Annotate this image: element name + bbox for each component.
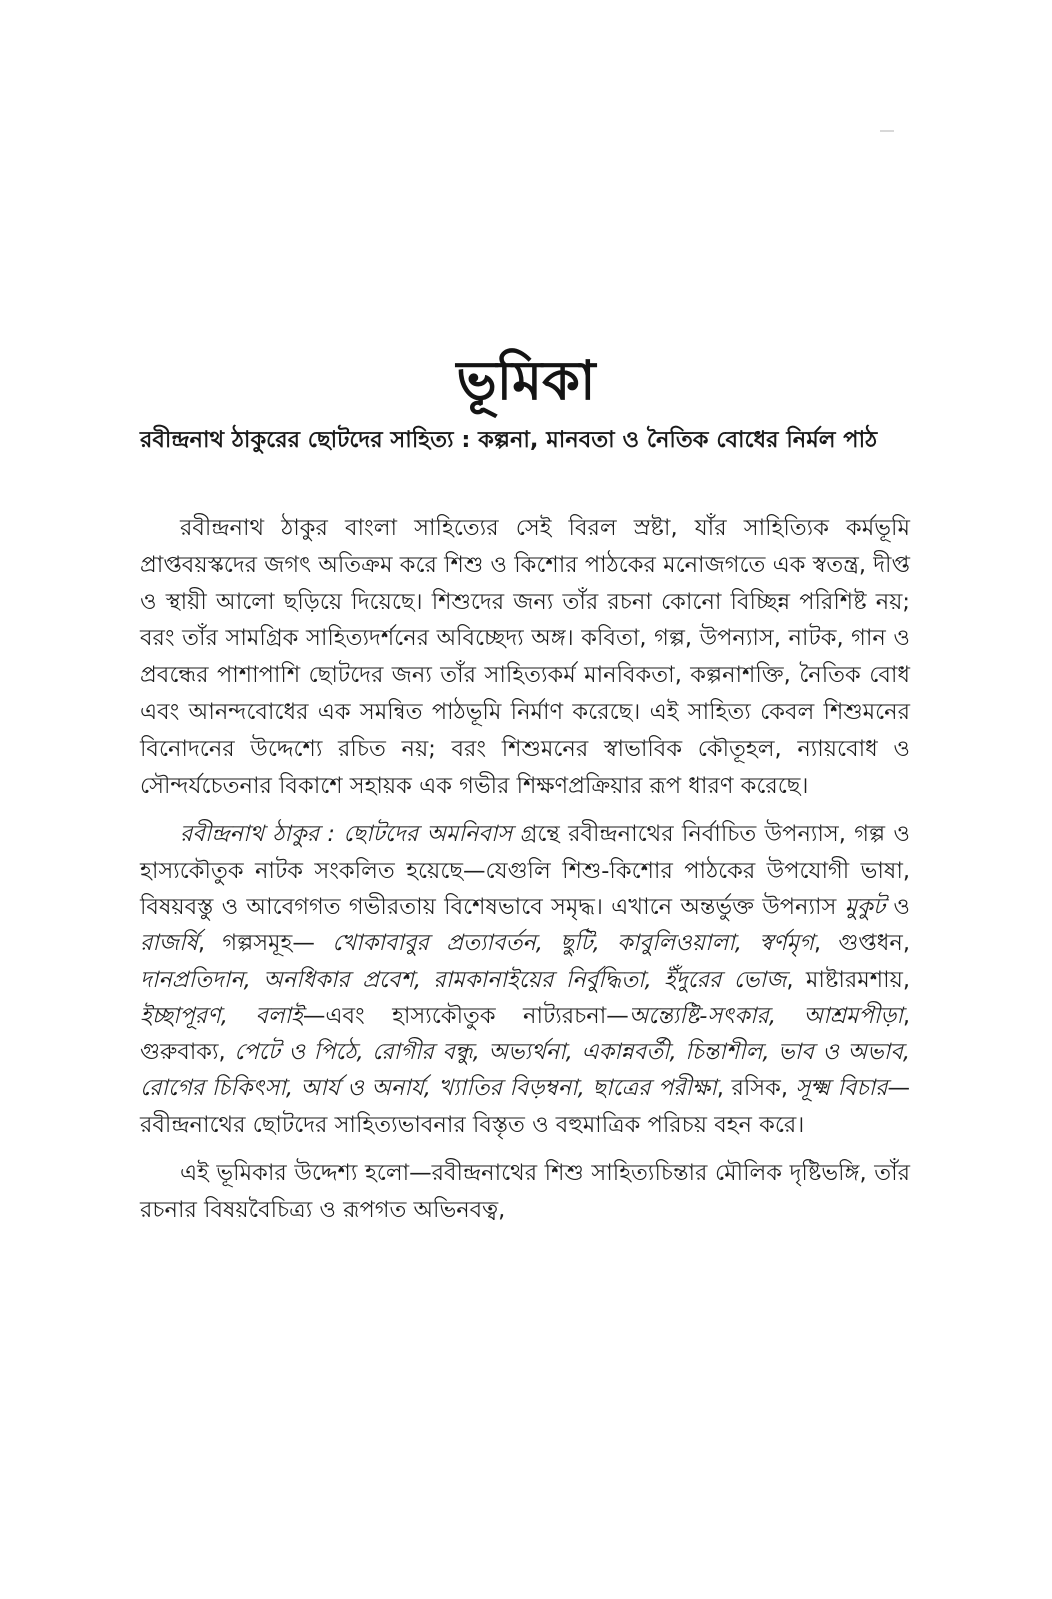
text-run: , গুপ্তধন, bbox=[813, 930, 910, 957]
work-title: অন্ত্যেষ্টি-সৎকার, আশ্রমপীড়া bbox=[628, 1002, 903, 1029]
book-title-ref: রবীন্দ্রনাথ ঠাকুর : ছোটদের অমনিবাস bbox=[180, 821, 513, 848]
text-run: —এবং হাস্যকৌতুক নাট্যরচনা— bbox=[302, 1002, 629, 1029]
text-run: ও bbox=[885, 893, 910, 920]
paragraph-3: এই ভূমিকার উদ্দেশ্য হলো—রবীন্দ্রনাথের শিশু সাহিত্যচিন্তার মৌলিক দৃষ্টিভঙ্গি, তাঁর রচনার বিষয়বৈচিত্র্য ও রূপগত অভিনবত্ব, bbox=[140, 1160, 910, 1223]
work-title: ইচ্ছাপূরণ, বলাই bbox=[140, 1002, 303, 1029]
work-title: মুকুট bbox=[844, 893, 886, 920]
work-title: রাজর্ষি bbox=[140, 930, 198, 957]
work-title: দানপ্রতিদান, অনধিকার প্রবেশ, রামকানাইয়ের নির্বুদ্ধিতা, ইঁদুরের ভোজ bbox=[140, 966, 787, 993]
work-title: খোকাবাবুর প্রত্যাবর্তন, ছুটি, কাবুলিওয়ালা, স্বর্ণমৃগ bbox=[332, 930, 814, 957]
text-run: , মাষ্টারমশায়, bbox=[786, 966, 910, 993]
text-run: , গল্পসমূহ— bbox=[197, 930, 333, 957]
text-run: , রসিক, bbox=[716, 1075, 796, 1102]
paragraph-2 bbox=[140, 816, 910, 1143]
paragraph-1: রবীন্দ্রনাথ ঠাকুর বাংলা সাহিত্যের সেই বিরল স্রষ্টা, যাঁর সাহিত্যিক কর্মভূমি প্রাপ্তবয়স্কদের জগৎ অতিক্রম করে শিশু ও কিশোর পাঠকের মনোজগতে এক স্বতন্ত্র, দীপ্ত ও স্থায়ী আলো ছড়িয়ে দিয়েছে। শিশুদের জন্য তাঁর রচনা কোনো বিচ্ছিন্ন পরিশিষ্ট নয়; বরং তাঁর সামগ্রিক সাহিত্যদর্শনের অবিচ্ছেদ্য অঙ্গ। কবিতা, গল্প, উপন্যাস, নাটক, গান ও প্রবন্ধের পাশাপাশি ছোটদের জন্য তাঁর সাহিত্যকর্ম মানবিকতা, কল্পনাশক্তি, নৈতিক বোধ এবং আনন্দবোধের এক সমন্বিত পাঠভূমি নির্মাণ করেছে। এই সাহিত্য কেবল শিশুমনের বিনোদনের উদ্দেশ্যে রচিত নয়; বরং শিশুমনের স্বাভাবিক কৌতূহল, ন্যায়বোধ ও সৌন্দর্যচেতনার বিকাশে সহায়ক এক গভীর শিক্ষণপ্রক্রিয়ার রূপ ধারণ করেছে। bbox=[140, 515, 910, 799]
body-text bbox=[140, 510, 910, 1241]
text-run: , গুরুবাক্য, bbox=[140, 1002, 910, 1066]
section-subheading: রবীন্দ্রনাথ ঠাকুরের ছোটদের সাহিত্য : কল্পনা, মানবতা ও নৈতিক বোধের নির্মল পাঠ bbox=[140, 427, 878, 453]
work-title: পেটে ও পিঠে, রোগীর বন্ধু, অভ্যর্থনা, একান্নবর্তী, চিন্তাশীল, ভাব ও অভাব, রোগের চিকিৎসা, আর্য ও অনার্য, খ্যাতির বিড়ম্বনা, ছাত্রের পরীক্ষা bbox=[140, 1039, 910, 1102]
scan-mark bbox=[880, 130, 894, 132]
text-run: —রবীন্দ্রনাথের ছোটদের সাহিত্যভাবনার বিস্তৃত ও বহুমাত্রিক পরিচয় বহন করে। bbox=[140, 1075, 910, 1138]
chapter-title: ভূমিকা bbox=[456, 349, 596, 413]
text-run: গ্রন্থে রবীন্দ্রনাথের নির্বাচিত উপন্যাস, গল্প ও হাস্যকৌতুক নাটক সংকলিত হয়েছে—যেগুলি শিশু-কিশোর পাঠকের উপযোগী ভাষা, বিষয়বস্তু ও আবেগগত গভীরতায় বিশেষভাবে সমৃদ্ধ। এখানে অন্তর্ভুক্ত উপন্যাস bbox=[140, 821, 910, 920]
work-title: সূক্ষ্ম বিচার bbox=[795, 1075, 888, 1102]
